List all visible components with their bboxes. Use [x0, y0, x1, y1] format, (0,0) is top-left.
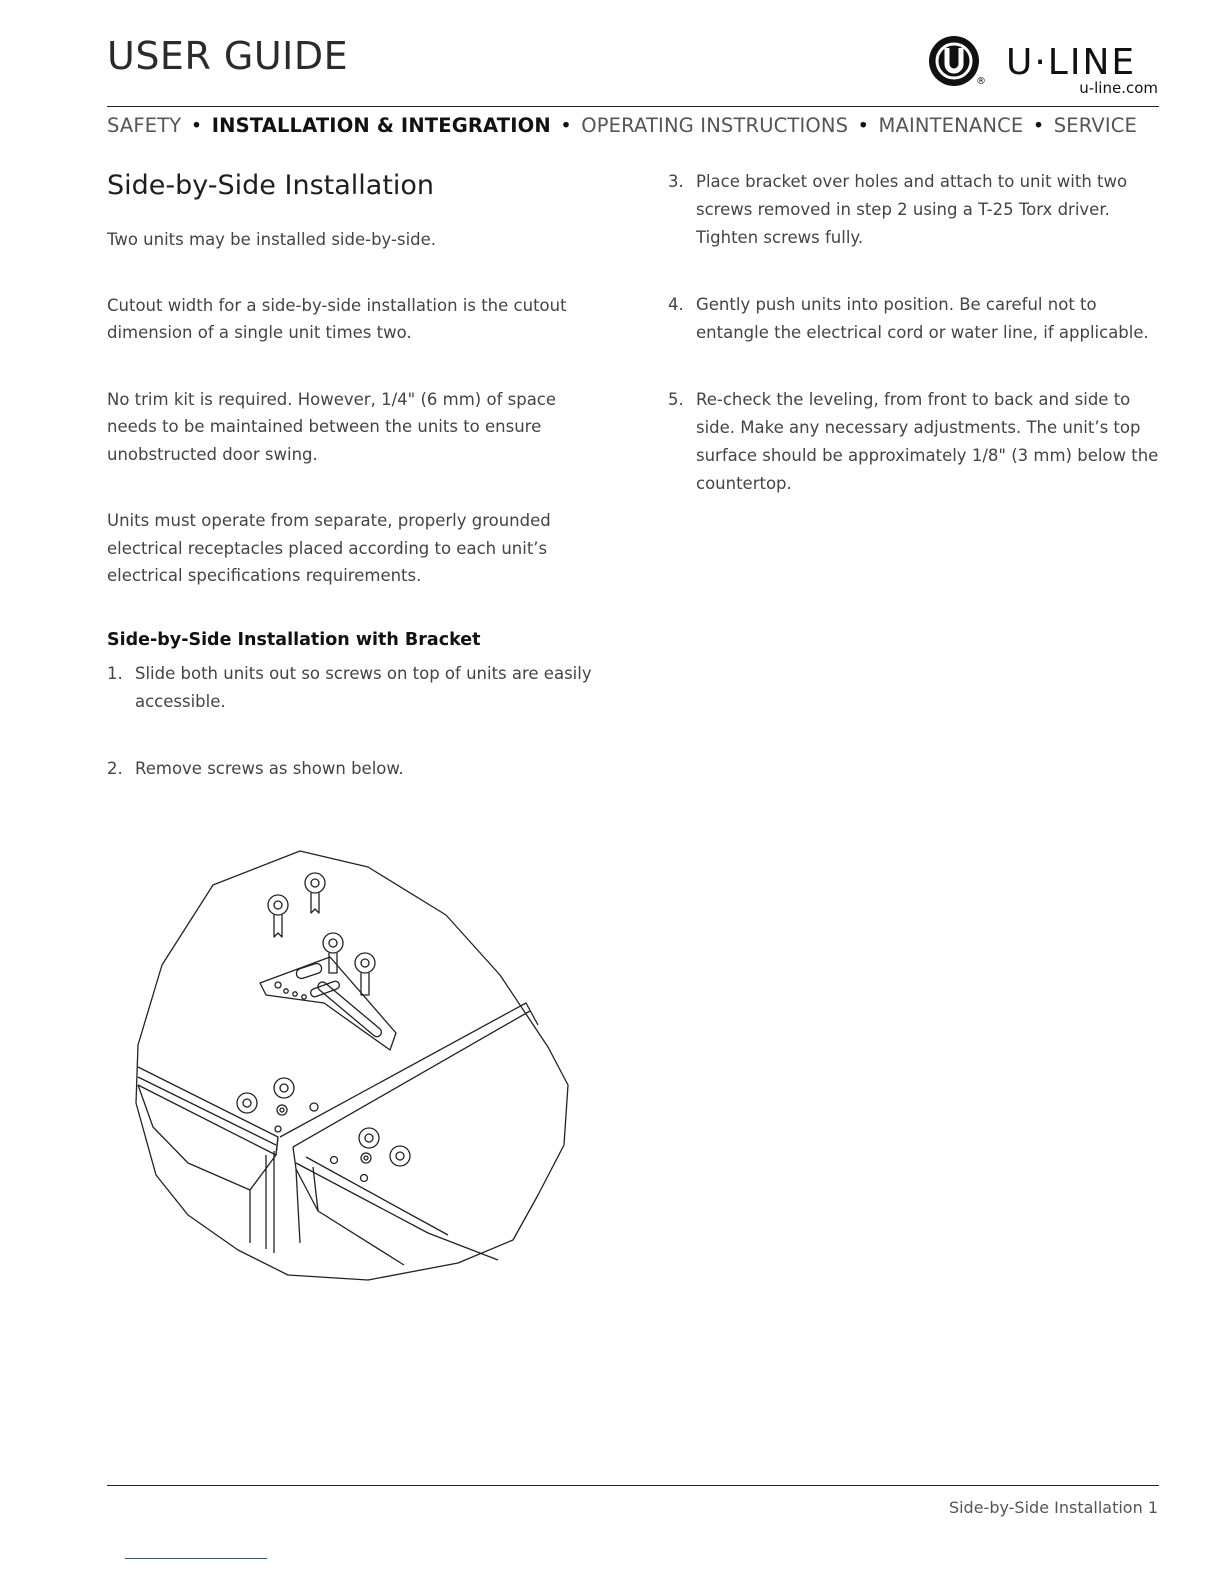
step-text: Slide both units out so screws on top of units are easily accessible.	[135, 663, 592, 711]
step-number: 5.	[668, 390, 684, 409]
section-title: Side-by-Side Installation	[107, 170, 435, 201]
section-breadcrumb	[107, 114, 1159, 137]
brand-logo[interactable]	[928, 34, 1160, 96]
nav-safety[interactable]: SAFETY	[107, 114, 182, 137]
page-footer-label: Side-by-Side Installation 1	[948, 1498, 1158, 1517]
paragraph: Cutout width for a side-by-side installation is the cutout dimension of a single unit times two.	[107, 295, 567, 342]
nav-separator: •	[560, 114, 572, 137]
subheading: Side-by-Side Installation with Bracket	[107, 629, 481, 650]
step-number: 3.	[668, 172, 684, 191]
nav-separator: •	[190, 114, 203, 137]
step-text: Re-check the leveling, from front to back and side to side. Make any necessary adjustments. The unit’s top surface should be approximately 1/8" (3 mm) below the countertop.	[696, 390, 1159, 493]
step-number: 1.	[107, 663, 123, 683]
footer-divider	[107, 1485, 1159, 1486]
nav-service[interactable]: SERVICE	[1053, 114, 1137, 137]
step-item	[107, 755, 607, 783]
step-text: Place bracket over holes and attach to unit with two screws removed in step 2 using a T-25 Torx driver. Tighten screws fully.	[696, 172, 1128, 247]
paragraph: No trim kit is required. However, 1/4" (6 mm) of space needs to be maintained between the units to ensure unobstructed door swing.	[107, 389, 557, 464]
step-item	[668, 168, 1163, 252]
step-number: 4.	[668, 295, 684, 314]
nav-separator: •	[1032, 114, 1045, 137]
step-item	[668, 291, 1163, 347]
bracket-installation-illustration	[128, 845, 578, 1285]
step-item	[107, 660, 607, 716]
left-column	[107, 168, 607, 783]
website-link[interactable]: u-line.com	[1079, 79, 1158, 97]
step-text: Gently push units into position. Be careful not to entangle the electrical cord or water line, if applicable.	[696, 295, 1149, 342]
step-text: Remove screws as shown below.	[135, 758, 404, 778]
paragraph: Two units may be installed side-by-side.	[107, 230, 437, 249]
paragraph: Units must operate from separate, properly grounded electrical receptacles placed according to each unit’s electrical specifications requirements.	[107, 511, 551, 585]
brand-wordmark: U·LINE	[1006, 42, 1137, 83]
right-column	[668, 168, 1163, 498]
step-item	[668, 386, 1163, 498]
nav-operating-instructions[interactable]: OPERATING INSTRUCTIONS	[581, 114, 849, 137]
header-divider	[107, 106, 1159, 107]
document-title: USER GUIDE	[107, 34, 349, 78]
step-number: 2.	[107, 758, 123, 778]
nav-separator: •	[857, 114, 870, 137]
registered-mark: ®	[976, 76, 986, 87]
nav-installation-integration[interactable]: INSTALLATION & INTEGRATION	[211, 114, 551, 137]
nav-maintenance[interactable]: MAINTENANCE	[878, 114, 1024, 137]
footer-link-underline	[125, 1558, 267, 1559]
